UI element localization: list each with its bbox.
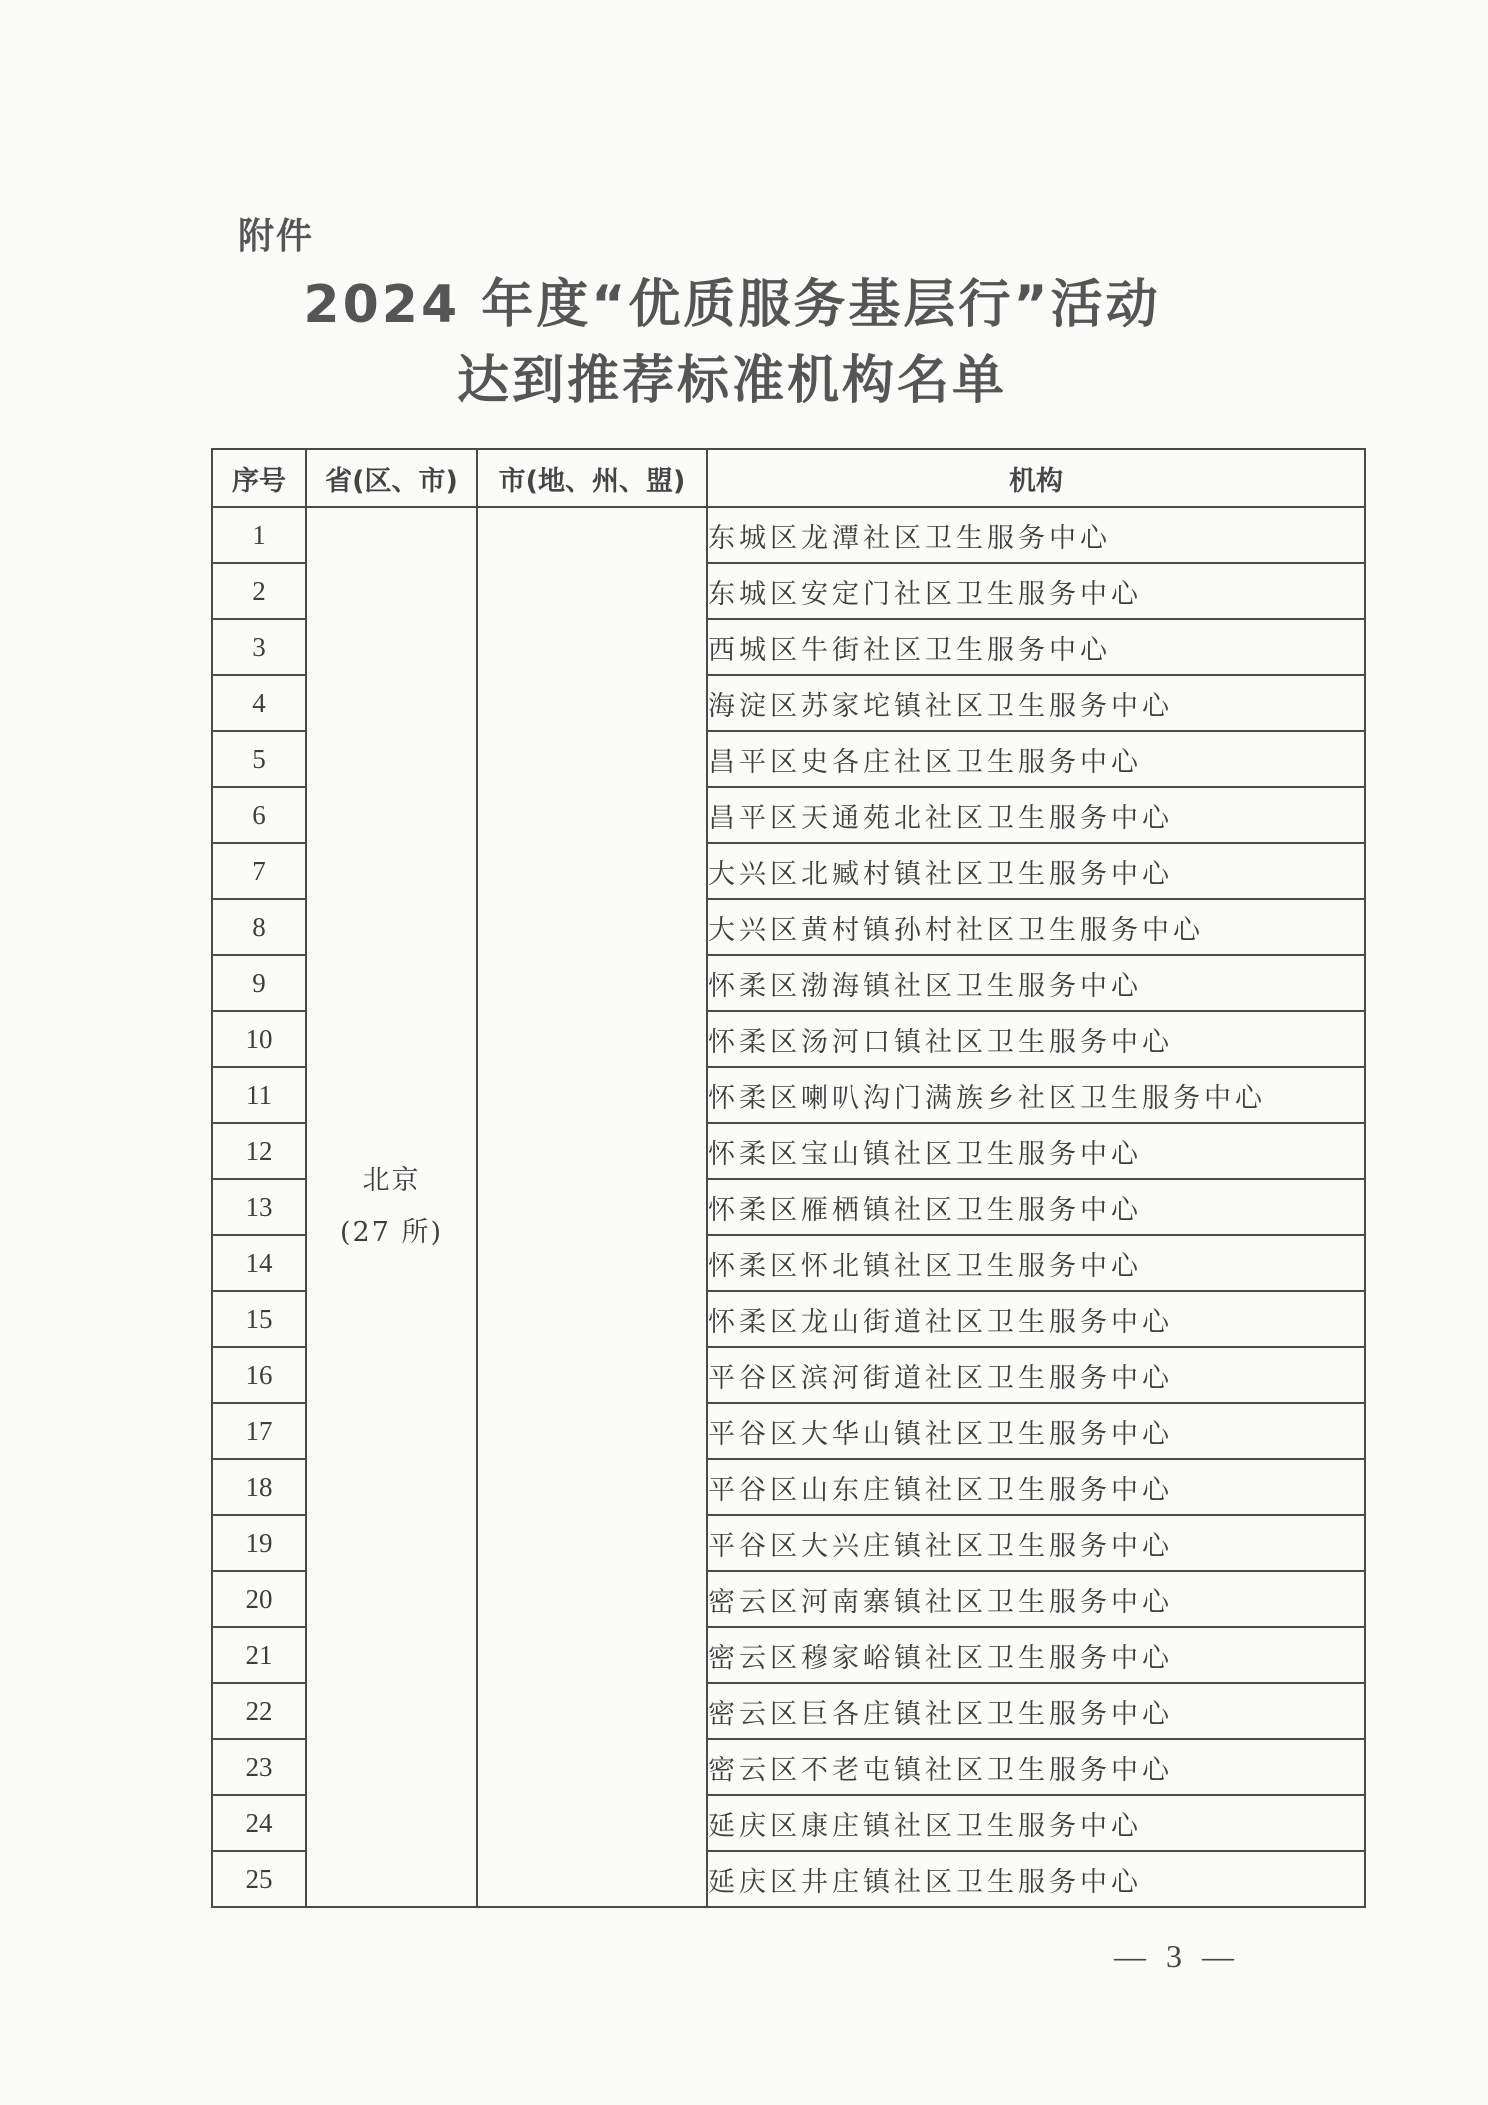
institution-name: 平谷区滨河街道社区卫生服务中心 [707,1347,1365,1403]
institution-name: 海淀区苏家坨镇社区卫生服务中心 [707,675,1365,731]
row-index: 7 [212,843,306,899]
institution-name: 延庆区康庄镇社区卫生服务中心 [707,1795,1365,1851]
institution-name: 大兴区北臧村镇社区卫生服务中心 [707,843,1365,899]
institution-name: 平谷区大华山镇社区卫生服务中心 [707,1403,1365,1459]
row-index: 19 [212,1515,306,1571]
row-index: 15 [212,1291,306,1347]
institution-name: 怀柔区龙山街道社区卫生服务中心 [707,1291,1365,1347]
row-index: 18 [212,1459,306,1515]
row-index: 13 [212,1179,306,1235]
province-cell [306,507,477,1907]
institution-name: 密云区河南寨镇社区卫生服务中心 [707,1571,1365,1627]
row-index: 22 [212,1683,306,1739]
header-index: 序号 [212,449,306,507]
row-index: 1 [212,507,306,563]
institution-name: 怀柔区怀北镇社区卫生服务中心 [707,1235,1365,1291]
page-number: — 3 — [1114,1938,1240,1974]
row-index: 10 [212,1011,306,1067]
row-index: 12 [212,1123,306,1179]
province-name: 北京 [362,1165,421,1196]
row-index: 16 [212,1347,306,1403]
row-index: 25 [212,1851,306,1907]
institution-name: 密云区不老屯镇社区卫生服务中心 [707,1739,1365,1795]
row-index: 21 [212,1627,306,1683]
table-row [212,507,1365,563]
institution-name: 昌平区天通苑北社区卫生服务中心 [707,787,1365,843]
institution-name: 东城区安定门社区卫生服务中心 [707,563,1365,619]
institution-name: 大兴区黄村镇孙村社区卫生服务中心 [707,899,1365,955]
institution-name: 东城区龙潭社区卫生服务中心 [707,507,1365,563]
institution-name: 西城区牛街社区卫生服务中心 [707,619,1365,675]
row-index: 6 [212,787,306,843]
header-province: 省(区、市) [306,449,477,507]
institution-name: 昌平区史各庄社区卫生服务中心 [707,731,1365,787]
institution-name: 怀柔区渤海镇社区卫生服务中心 [707,955,1365,1011]
document-title-line-2: 达到推荐标准机构名单 [456,351,1007,411]
institution-name: 怀柔区汤河口镇社区卫生服务中心 [707,1011,1365,1067]
row-index: 5 [212,731,306,787]
row-index: 11 [212,1067,306,1123]
institution-name: 平谷区山东庄镇社区卫生服务中心 [707,1459,1365,1515]
row-index: 8 [212,899,306,955]
row-index: 23 [212,1739,306,1795]
institution-name: 怀柔区喇叭沟门满族乡社区卫生服务中心 [707,1067,1365,1123]
table-header-row [212,449,1365,507]
row-index: 17 [212,1403,306,1459]
header-institution: 机构 [707,449,1365,507]
institution-name: 怀柔区雁栖镇社区卫生服务中心 [707,1179,1365,1235]
row-index: 24 [212,1795,306,1851]
institution-table [211,448,1366,1908]
row-index: 20 [212,1571,306,1627]
row-index: 2 [212,563,306,619]
row-index: 14 [212,1235,306,1291]
institution-name: 密云区巨各庄镇社区卫生服务中心 [707,1683,1365,1739]
attachment-label: 附件 [238,216,315,257]
row-index: 3 [212,619,306,675]
document-title-line-1: 2024 年度“优质服务基层行”活动 [303,275,1161,335]
row-index: 4 [212,675,306,731]
row-index: 9 [212,955,306,1011]
province-count: (27 所) [339,1217,443,1248]
institution-name: 怀柔区宝山镇社区卫生服务中心 [707,1123,1365,1179]
institution-name: 平谷区大兴庄镇社区卫生服务中心 [707,1515,1365,1571]
header-city: 市(地、州、盟) [477,449,707,507]
table-body [212,507,1365,1907]
institution-name: 密云区穆家峪镇社区卫生服务中心 [707,1627,1365,1683]
institution-name: 延庆区井庄镇社区卫生服务中心 [707,1851,1365,1907]
city-cell [477,507,707,1907]
